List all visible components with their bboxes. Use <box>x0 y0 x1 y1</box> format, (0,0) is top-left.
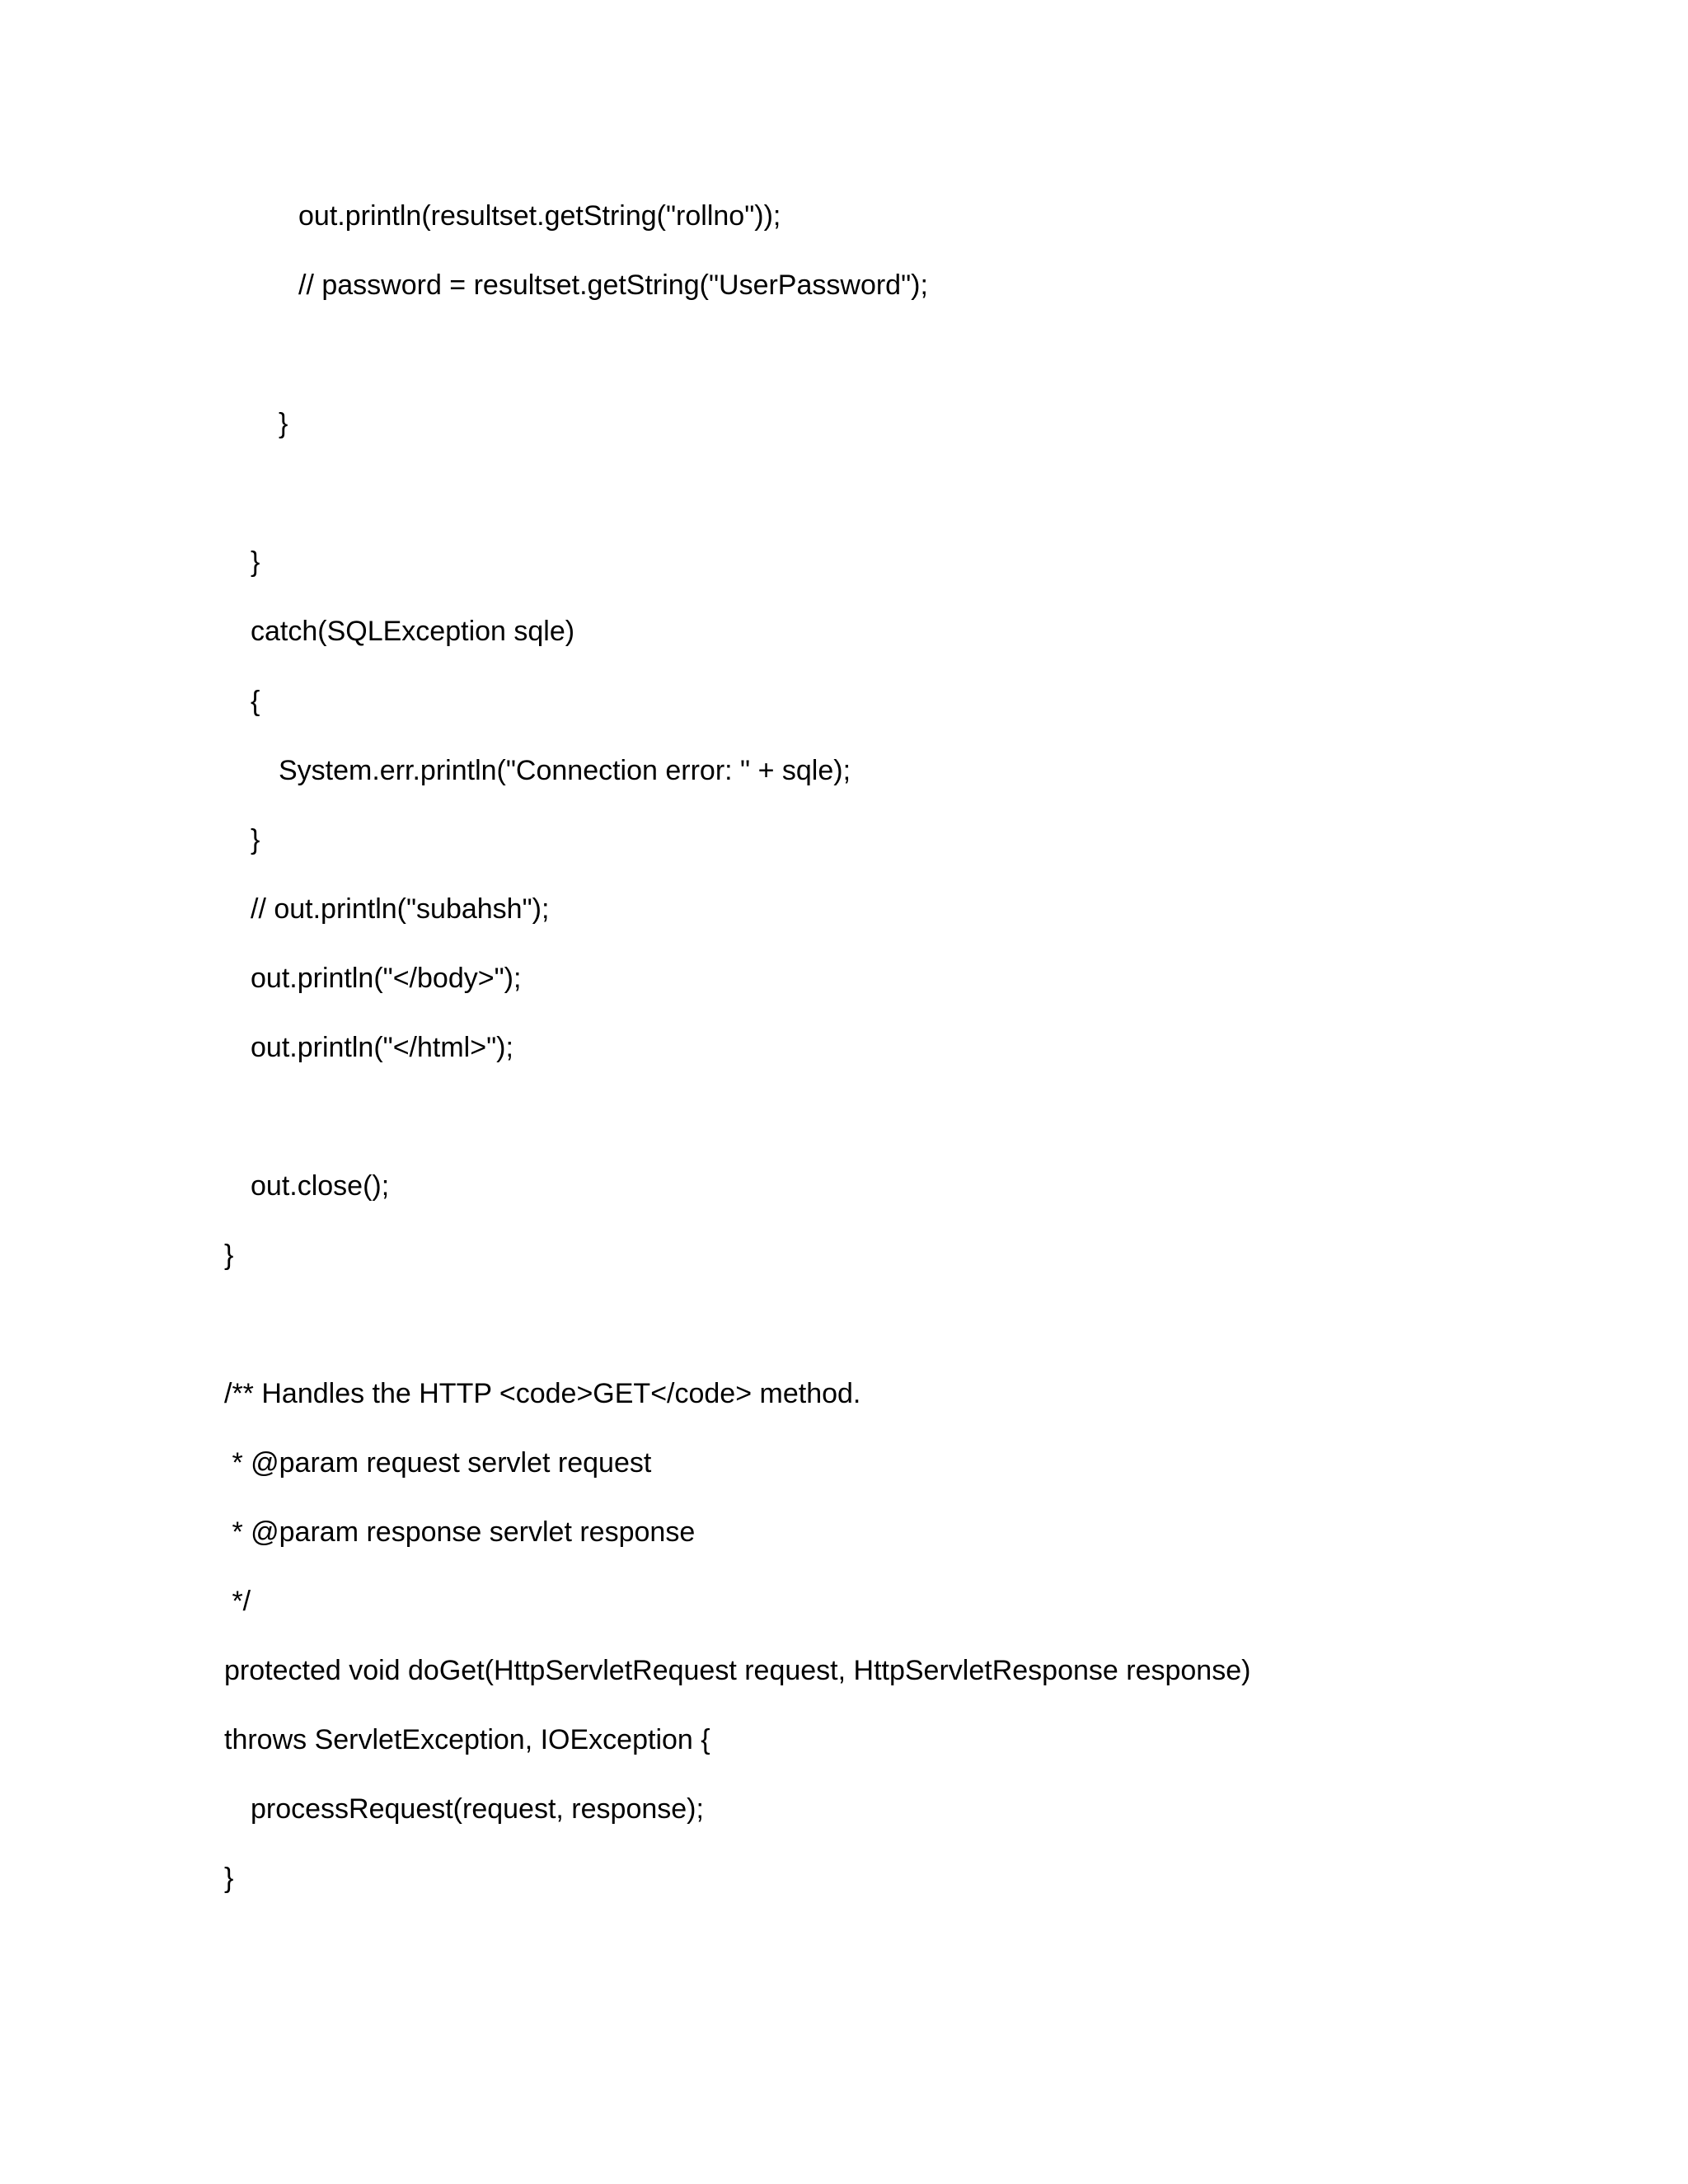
code-line: out.println("</html>"); <box>251 1032 513 1063</box>
code-line: out.println("</body>"); <box>251 963 522 994</box>
code-line: * @param response servlet response <box>224 1516 696 1548</box>
code-line: throws ServletException, IOException { <box>224 1724 710 1755</box>
code-line: } <box>251 546 260 578</box>
code-line: { <box>251 686 260 717</box>
code-line: System.err.println("Connection error: " + sqle); <box>279 755 851 786</box>
code-line: out.close(); <box>251 1170 390 1202</box>
code-line: } <box>224 1863 234 1894</box>
code-line: */ <box>224 1586 251 1617</box>
code-line: } <box>279 408 288 439</box>
code-line: out.println(resultset.getString("rollno")); <box>298 200 781 232</box>
code-line: } <box>251 824 260 855</box>
code-line: protected void doGet(HttpServletRequest request, HttpServletResponse response) <box>224 1655 1251 1686</box>
code-line: // password = resultset.getString("UserPassword"); <box>298 269 928 301</box>
code-line: catch(SQLException sqle) <box>251 616 575 647</box>
code-line: * @param request servlet request <box>224 1447 652 1479</box>
code-line: processRequest(request, response); <box>251 1793 704 1825</box>
code-line: } <box>224 1240 234 1271</box>
code-line: /** Handles the HTTP <code>GET</code> method. <box>224 1378 861 1409</box>
code-line: // out.println("subahsh"); <box>251 893 550 925</box>
